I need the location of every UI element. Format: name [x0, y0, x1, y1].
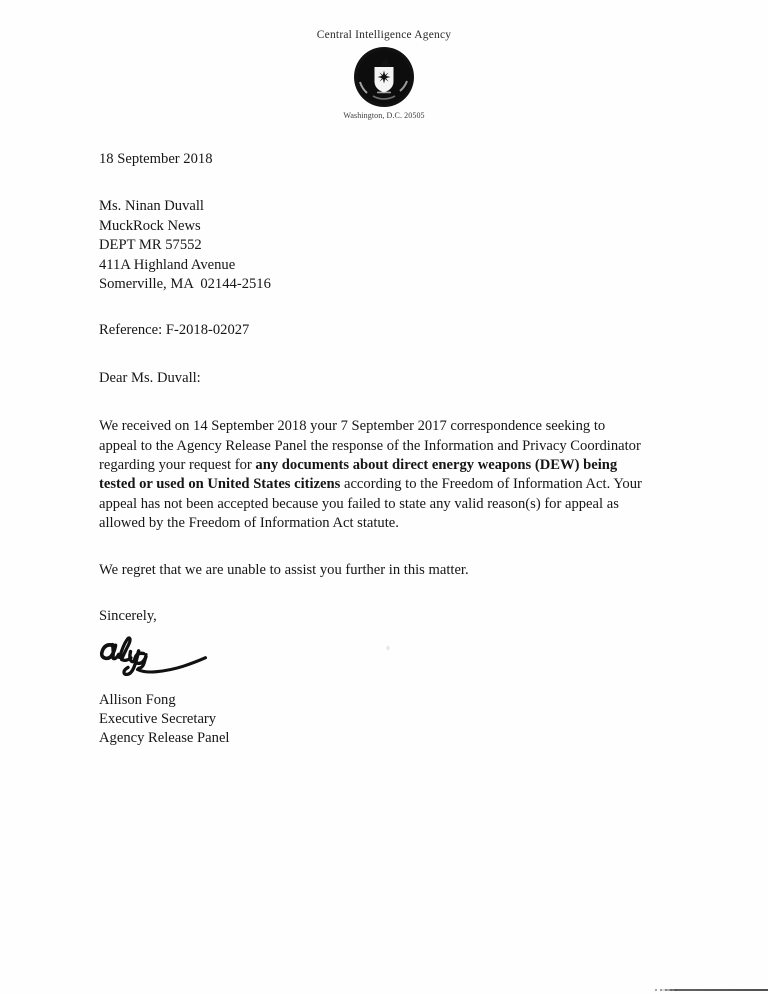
letterhead: [0, 28, 768, 120]
signer-office: Agency Release Panel: [99, 730, 230, 747]
letter-body: [99, 150, 644, 749]
recipient-address-block: [99, 197, 644, 294]
scan-edge-line-artifact: [660, 989, 768, 991]
recipient-street: 411A Highland Avenue: [99, 256, 236, 273]
closing: Sincerely,: [99, 608, 157, 625]
cia-seal-icon: [353, 46, 415, 108]
recipient-name: Ms. Ninan Duvall: [99, 198, 204, 215]
letterhead-city-line: Washington, D.C. 20505: [343, 111, 425, 120]
agency-name: Central Intelligence Agency: [316, 29, 452, 41]
recipient-organization: MuckRock News: [99, 217, 201, 234]
body-paragraph-1-bold-request: any documents about direct energy weapons (DEW) being tested or used on United States citizens: [99, 457, 618, 493]
signer-title: Executive Secretary: [99, 710, 217, 727]
body-paragraph-1-text-before-bold: We received on 14 September 2018 your 7 September 2017 correspondence seeking to appeal to the Agency Release Panel the response of the Information and Privacy Coordinator regarding your request for: [99, 418, 641, 474]
body-paragraph-2: We regret that we are unable to assist you further in this matter.: [99, 561, 469, 578]
reference-line: Reference: F-2018-02027: [99, 322, 250, 339]
handwritten-signature-icon: [99, 637, 211, 683]
body-paragraph-1: [99, 417, 644, 533]
scan-edge-dots-artifact: [655, 989, 677, 991]
signature-area: [99, 639, 644, 691]
salutation: Dear Ms. Duvall:: [99, 369, 201, 386]
letter-date: 18 September 2018: [99, 151, 213, 167]
recipient-city-state-zip: Somerville, MA 02144-2516: [99, 276, 271, 293]
body-paragraph-1-text-after-bold: according to the Freedom of Information Act. Your appeal has not been accepted because you failed to state any valid reason(s) for appeal as allowed by the Freedom of Information Act statute.: [99, 476, 642, 532]
signature-block: [99, 691, 644, 749]
recipient-dept: DEPT MR 57552: [99, 237, 202, 254]
signer-name: Allison Fong: [99, 691, 176, 708]
